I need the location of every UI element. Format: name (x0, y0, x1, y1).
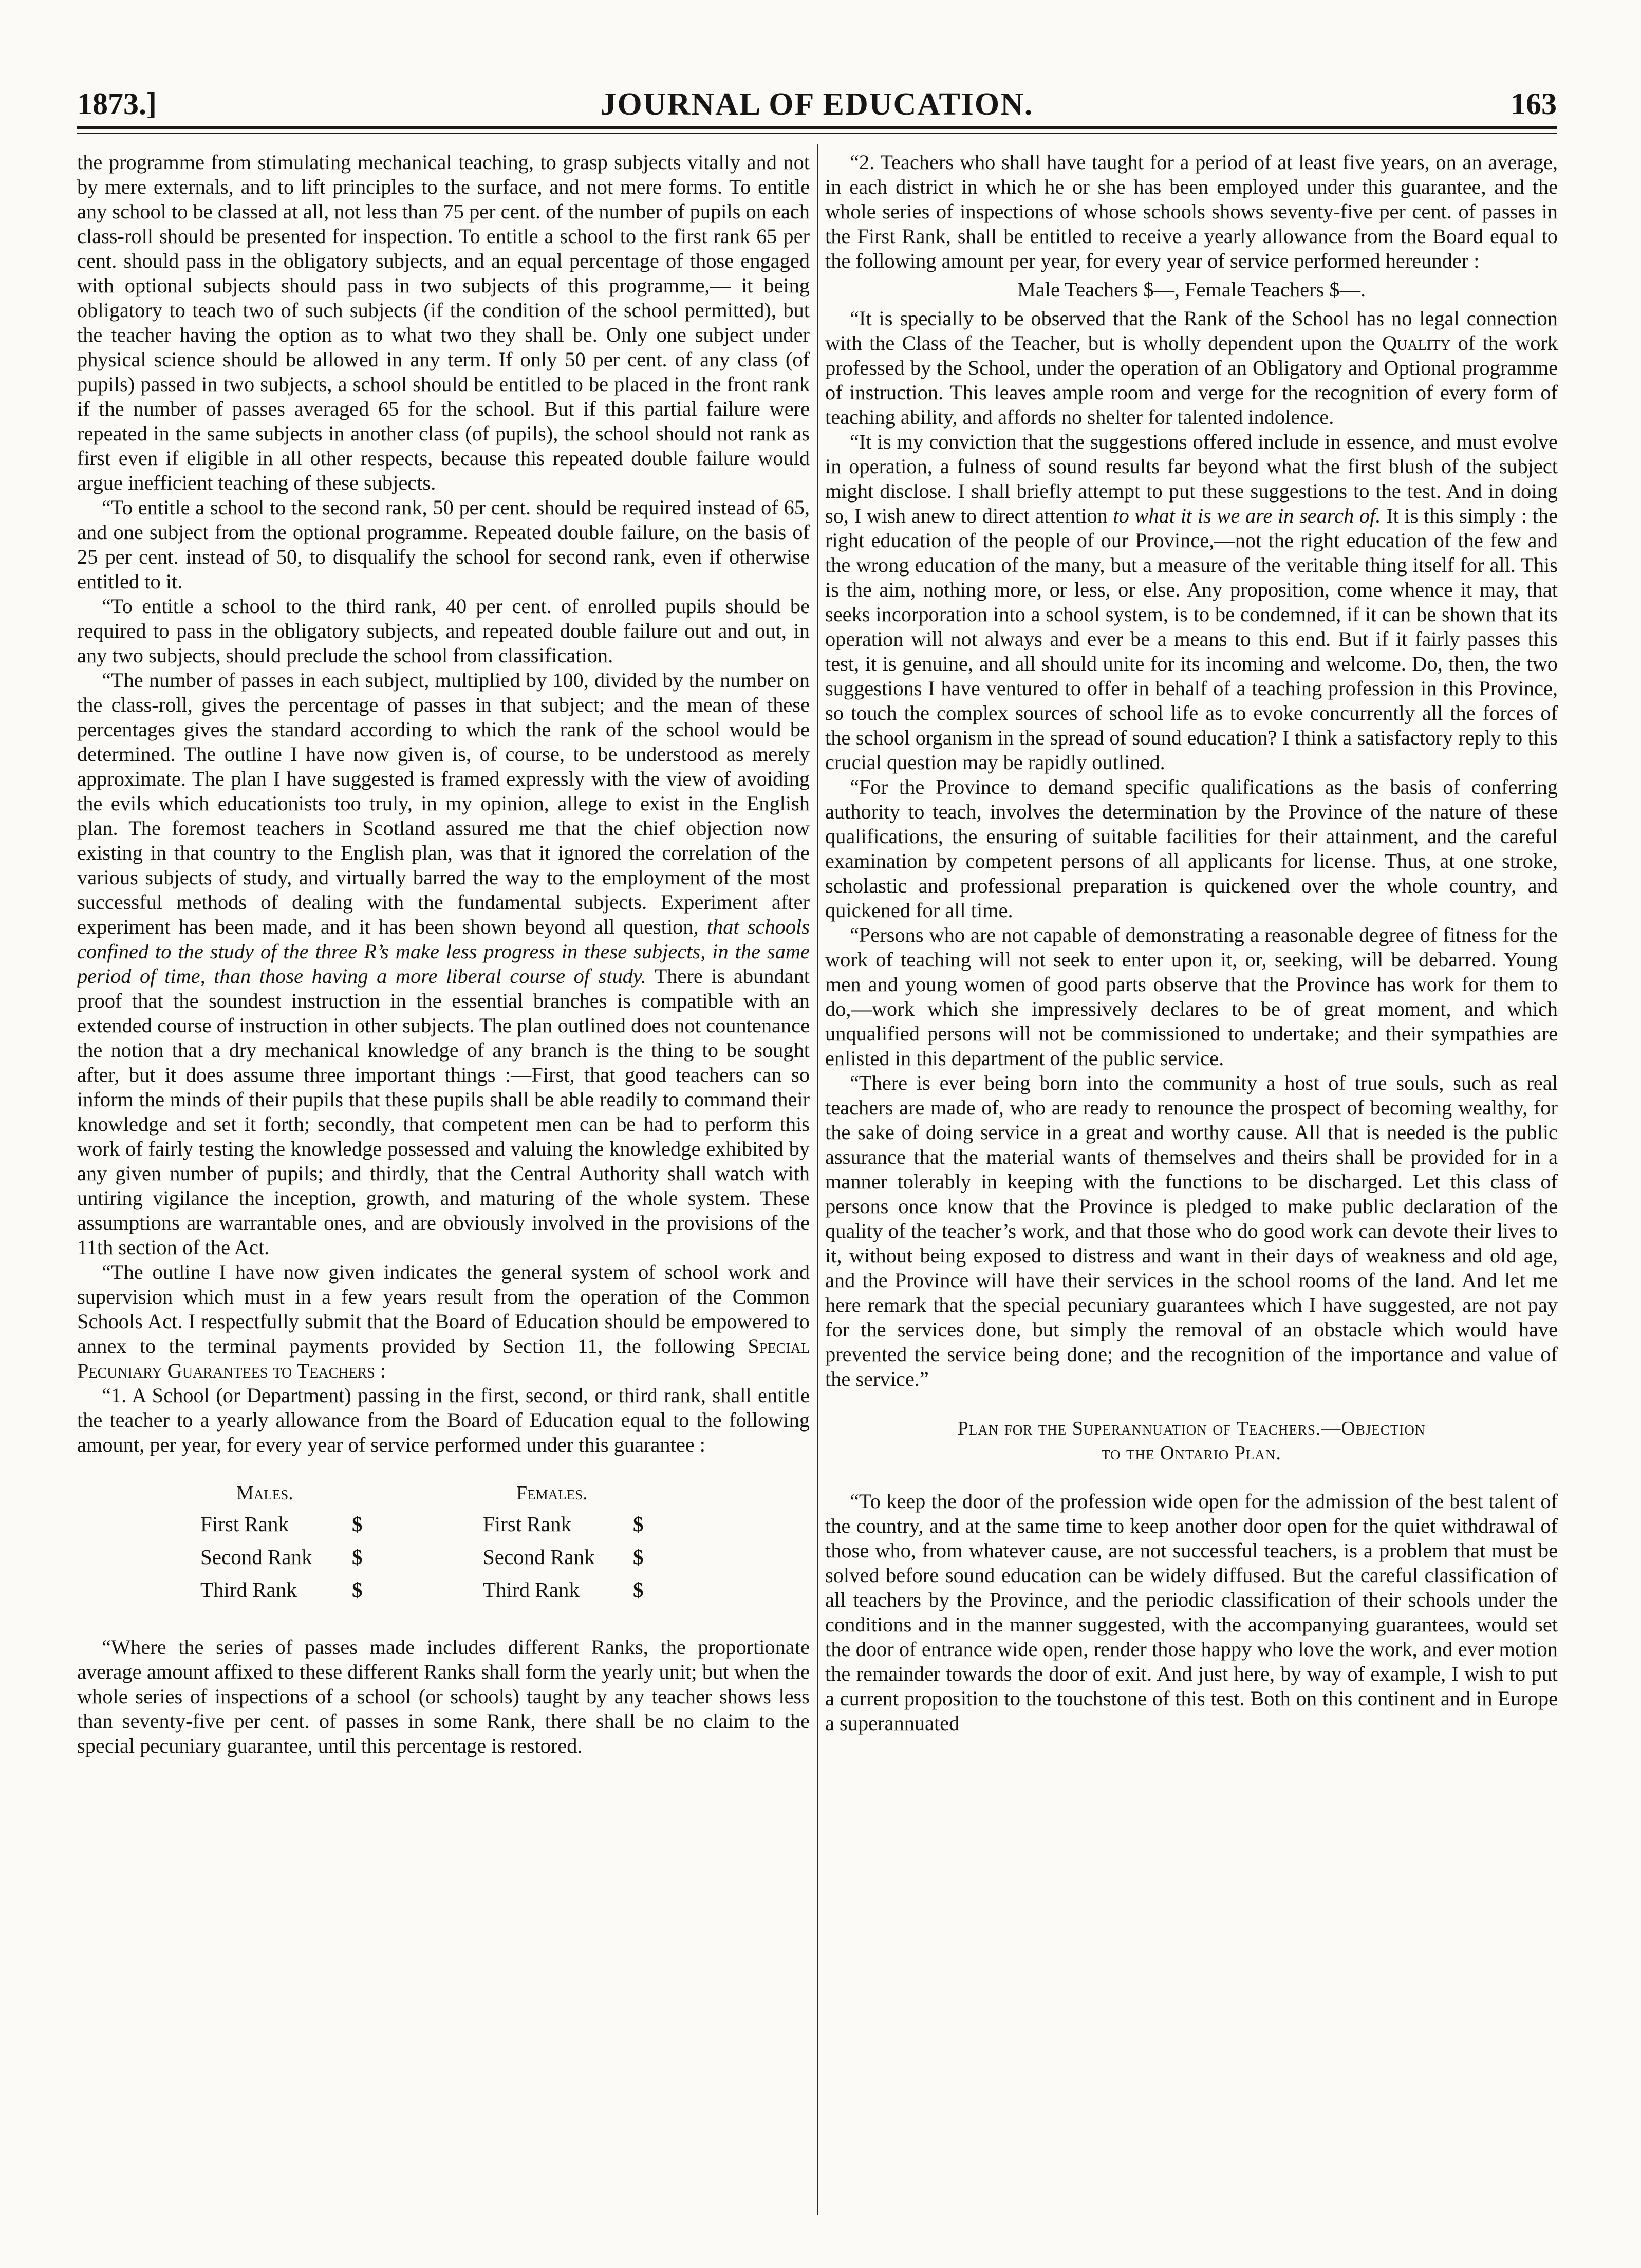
paragraph (77, 668, 810, 1260)
text-run: “It is my conviction that the suggestions offered include in essence, and must evolve in operation, a fulness of sound results far beyond what the first blush of the subject might disclose. I shall briefly attempt to put these suggestions to the test. And in doing so, I wish anew to direct attention (825, 430, 1558, 527)
text-run: “It is specially to be observed that the Rank of the School has no legal connection with the Class of the Teacher, but is wholly dependent upon the (825, 307, 1558, 355)
small-caps-text: Special Pecuniary Guarantees to Teachers (77, 1334, 810, 1382)
section-heading-line: to the Ontario Plan. (1102, 1442, 1281, 1464)
small-caps-text: Quality (1382, 331, 1451, 355)
rank-label: Third Rank (200, 1578, 297, 1602)
paragraph: “For the Province to demand specific qualifications as the basis of conferring authority to teach, involves the determination by the Province of the nature of these qualifications, the ensuring of suitable facilities for their attainment, and the careful examination by competent persons of all applicants for license. Thus, at one stroke, scholastic and professional preparation is quickened over the whole country, and quickened for all time. (825, 775, 1558, 922)
column-divider (817, 144, 818, 2215)
section-heading-line: Plan for the Superannuation of Teachers.—Objection (957, 1418, 1426, 1439)
paragraph: “To keep the door of the profession wide open for the admission of the best talent of the country, and at the same time to keep another door open for the quiet withdrawal of those who, from whatever cause, are not successful teachers, is a problem that must be solved before sound education can be widely diffused. But the careful classification of all teachers by the Province, and the periodic classification of their schools under the conditions and in the manner suggested, with the accompanying guarantees, would set the door of entrance wide open, render those happy who love the work, and ever motion the remainder towards the door of exit. And just here, by way of example, I wish to put a current proposition to the touchstone of this test. Both on this continent and in Europe a superannuated (825, 1490, 1558, 1735)
paragraph: “To entitle a school to the second rank, 50 per cent. should be required instead of 65, and one subject from the optional programme. Repeated double failure, on the basis of 25 per cent. instead of 50, to disqualify the school for second rank, even if otherwise entitled to it. (77, 496, 810, 593)
table-row (77, 1577, 810, 1608)
italic-text: that schools confined to the study of the three R’s make less progress in these subjects, in the same period of time, than those having a more liberal course of study. (77, 915, 810, 988)
section-heading (825, 1416, 1558, 1465)
left-column (77, 150, 810, 2210)
table-row (77, 1512, 810, 1542)
text-run: There is abundant proof that the soundest instruction in the essential branches is compatible with an extended course of instruction in other subjects. The plan outlined does not countenance the notion that a dry mechanical knowledge of any branch is the thing to be sought after, but it does assume three important things :—First, that good teachers can so inform the minds of their pupils that these pupils shall be able readily to command their knowledge and set it forth; secondly, that competent men can be had to perform this work of fairly testing the knowledge possessed and valuing the knowledge exhibited by any given number of pupils; and thirdly, that the Central Authority shall watch with untiring vigilance the inception, growth, and maturing of the whole system. These assumptions are warrantable ones, and are obviously involved in the provisions of the 11th section of the Act. (77, 964, 810, 1259)
paragraph (77, 1260, 810, 1383)
text-run: : (375, 1359, 386, 1382)
header-rule-thick (77, 126, 1557, 129)
males-header: Males. (236, 1482, 293, 1504)
header-year: 1873.] (77, 87, 157, 121)
text-run: “The number of passes in each subject, multiplied by 100, divided by the number on the class-roll, gives the percentage of passes in that subject; and the mean of these percentages gives the standard according to which the rank of the school would be determined. The outline I have now given is, of course, to be understood as merely approximate. The plan I have suggested is framed expressly with the view of avoiding the evils which educationists too truly, in my opinion, allege to exist in the English plan. The foremost teachers in Scotland assured me that the chief objection now existing in that country to the English plan, was that it ignored the correlation of the various subjects of study, and virtually barred the way to the employment of the most successful methods of dealing with the fundamental subjects. Experiment after experiment has been made, and it has been shown beyond all question, (77, 668, 810, 938)
text-run: It is this simply : the right education of the people of our Province,—not the right education of the few and the wrong education of the many, but a measure of the veritable thing itself for all. This is the aim, nothing more, or less, or else. Any proposition, come whence it may, that seeks incorporation into a school system, is to be condemned, if it can be shown that its operation will not always and ever be a means to this end. But if it fairly passes this test, it is genuine, and all should unite for its incoming and welcome. Do, then, the two suggestions I have ventured to offer in behalf of a teaching profession in this Province, so touch the complex sources of school life as to evoke concurrently all the forces of the school organism in the spread of sound education? I think a satisfactory reply to this crucial question may be rapidly outlined. (825, 504, 1558, 774)
dollar-sign: $ (352, 1578, 363, 1602)
dollar-sign: $ (352, 1512, 363, 1536)
text-run: “The outline I have now given indicates the general system of school work and supervision which must in a few years result from the operation of the Common Schools Act. I respectfully submit that the Board of Education should be empowered to annex to the terminal payments provided by Section 11, the following (77, 1260, 810, 1358)
page-number: 163 (1511, 87, 1557, 121)
dollar-sign: $ (633, 1578, 644, 1602)
paragraph: the programme from stimulating mechanical teaching, to grasp subjects vitally and not by mere externals, and to lift principles to the surface, and not mere forms. To entitle any school to be classed at all, not less than 75 per cent. of the number of pupils on each class-roll should be presented for inspection. To entitle a school to the first rank 65 per cent. should pass in the obligatory subjects, and an equal percentage of those engaged with optional subjects should pass in two subjects of this programme,— it being obligatory to teach two of such subjects (if the condition of the school permitted), but the teacher having the option as to what two they shall be. Only one subject under physical science should be allowed in any term. If only 50 per cent. of any class (of pupils) passed in two subjects, a school should be entitled to be placed in the front rank if the number of passes averaged 65 for the school. But if this partial failure were repeated in the same subjects in another class (of pupils), the school should not rank as first even if eligible in all other respects, because this repeated double failure would argue inefficient teaching of these subjects. (77, 151, 810, 494)
paragraph (825, 430, 1558, 775)
dollar-sign: $ (352, 1545, 363, 1569)
right-column (825, 150, 1558, 2210)
paragraph: “To entitle a school to the third rank, 40 per cent. of enrolled pupils should be required to pass in the obligatory subjects, and repeated double failure out and out, in any two subjects, should preclude the school from classification. (77, 594, 810, 667)
guarantee-table (77, 1482, 810, 1610)
page-header (77, 86, 1557, 127)
paragraph: “2. Teachers who shall have taught for a period of at least five years, on an average, in each district in which he or she has been employed under this guarantee, and the whole series of inspections of whose schools shows seventy-five per cent. of passes in the First Rank, shall be entitled to receive a yearly allowance from the Board equal to the following amount per year, for every year of service performed hereunder : (825, 151, 1558, 272)
italic-text: to what it is we are in search of. (1113, 504, 1381, 527)
rank-label: Second Rank (200, 1545, 312, 1569)
rank-label: Second Rank (483, 1545, 595, 1569)
rank-label: Third Rank (483, 1578, 580, 1602)
paragraph: “Persons who are not capable of demonstrating a reasonable degree of fitness for the work of teaching will not seek to enter upon it, or, seeking, will be debarred. Young men and young women of good parts observe that the Province has work for them to do,—work which she impressively declares to be of great moment, and which unqualified persons will not be commissioned to undertake; and their sympathies are enlisted in this department of the public service. (825, 923, 1558, 1070)
females-header: Females. (516, 1482, 588, 1504)
rank-label: First Rank (483, 1512, 571, 1536)
journal-title: JOURNAL OF EDUCATION. (600, 87, 1034, 122)
paragraph: “There is ever being born into the community a host of true souls, such as real teachers are made of, who are ready to renounce the prospect of becoming wealthy, for the sake of doing service in a great and worthy cause. All that is needed is the public assurance that the material wants of themselves and theirs shall be provided for in a manner tolerably in keeping with the functions to be discharged. Let this class of persons once know that the Province is pledged to make public declaration of the quality of the teacher’s work, and that those who do good work can devote their lives to it, without being exposed to distress and want in their days of weakness and old age, and the Province will have their services in the school rooms of the land. And let me here remark that the special pecuniary guarantees which I have suggested, are not pay for the services done, but simply the removal of an obstacle which would have prevented the service being done; and the recognition of the importance and value of the service.” (825, 1071, 1558, 1390)
rank-label: First Rank (200, 1512, 289, 1536)
header-rule-thin (77, 133, 1557, 134)
paragraph: “1. A School (or Department) passing in the first, second, or third rank, shall entitle the teacher to a yearly allowance from the Board of Education equal to the following amount, per year, for every year of service performed under this guarantee : (77, 1384, 810, 1456)
dollar-sign: $ (633, 1512, 644, 1536)
dollar-sign: $ (633, 1545, 644, 1569)
paragraph (825, 306, 1558, 430)
salary-line: Male Teachers $—, Female Teachers $—. (1017, 278, 1366, 301)
paragraph: “Where the series of passes made includes different Ranks, the proportionate average amount affixed to these different Ranks shall form the yearly unit; but when the whole series of inspections of a school (or schools) taught by any teacher shows less than seventy-five per cent. of passes in some Rank, there shall be no claim to the special pecuniary guarantee, until this percentage is restored. (77, 1635, 810, 1757)
table-row (77, 1545, 810, 1575)
text-run: of the work professed by the School, under the operation of an Obligatory and Optional programme of instruction. This leaves ample room and verge for the recognition of every form of teaching ability, and affords no shelter for talented indolence. (825, 331, 1558, 429)
